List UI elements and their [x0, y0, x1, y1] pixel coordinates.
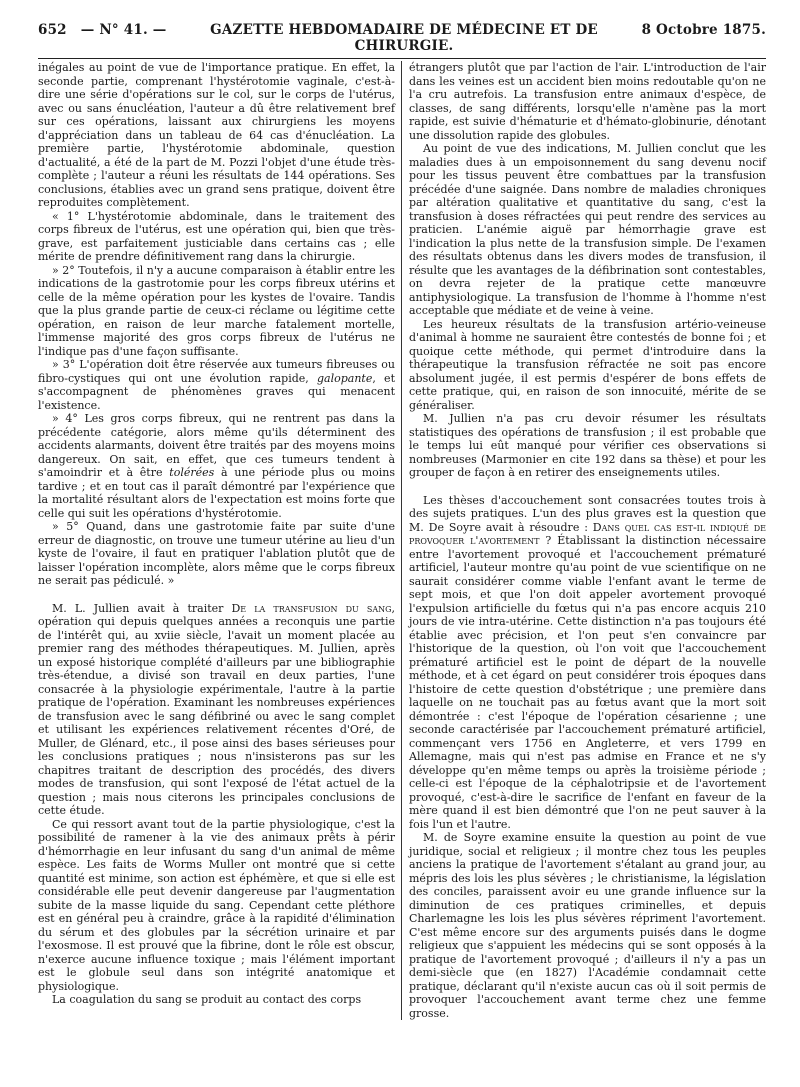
paragraph: Les heureux résultats de la transfusion artério-veineuse d'animal à homme ne sauraient être contestés de bonne foi ; et quoique cette méthode, qui permet d'introduire dans la thérapeutique la transfusion réfractée ne soit pas encore absolument jugée, il est permis d'espérer de bons effets de cette pratique, qui, en raison de son innocuité, mérite de se généraliser. [409, 317, 766, 412]
paragraph: inégales au point de vue de l'importance pratique. En effet, la seconde partie, comprenant l'hystérotomie vaginale, c'est-à-dire une série d'opérations sur le col, sur le corps de l'utérus, avec ou sans énucléation, l'auteur a dû être relativement bref sur ces opérations, laissant aux chirurgiens les moyens d'appréciation dans un tableau de 64 cas d'énucléation. La première partie, l'hystérotomie abdominale, question d'actualité, a été de la part de M. Pozzi l'objet d'une étude très-complète ; l'auteur a réuni les résultats de 144 opérations. Ses conclusions, établies avec un grand sens pratique, doivent être reproduites complètement. [38, 61, 395, 209]
right-column [409, 61, 766, 1020]
paragraph: M. L. Jullien avait à traiter De la transfusion du sang, opération qui depuis quelques années a reconquis une partie de l'intérêt qui, au xviie siècle, l'avait un moment placée au premier rang des méthodes thérapeutiques. M. Jullien, après un exposé historique complété d'ailleurs par une bibliographie très-étendue, a divisé son travail en deux parties, l'une consacrée à la physiologie expérimentale, l'autre à la partie pratique de l'opération. Examinant les nombreuses expériences de transfusion avec le sang défibriné ou avec le sang complet et utilisant les expériences relativement récentes d'Oré, de Muller, de Glénard, etc., il pose ainsi des bases sérieuses pour les conclusions pratiques ; nous n'insisterons pas sur les chapitres traitant de description des procédés, des divers modes de transfusion, qui sont l'exposé de l'état actuel de la question ; mais nous citerons les principales conclusions de cette étude. [38, 601, 395, 817]
page-header [38, 22, 766, 59]
quote-paragraph: « 1° L'hystérotomie abdominale, dans le traitement des corps fibreux de l'utérus, est une opération qui, bien que très-grave, est parfaitement justiciable dans certains cas ; elle mérite de prendre définitivement rang dans la chirurgie. [38, 209, 395, 263]
paragraph: M. Jullien n'a pas cru devoir résumer les résultats statistiques des opérations de transfusion ; il est probable que le temps lui eût manqué pour vérifier ces observations si nombreuses (Marmonier en cite 192 dans sa thèse) et pour les grouper de façon à en retirer des enseignements utiles. [409, 412, 766, 479]
text-columns [38, 61, 766, 1020]
column-divider [401, 61, 402, 1020]
paragraph: Les thèses d'accouchement sont consacrées toutes trois à des sujets pratiques. L'un des plus graves est la question que M. De Soyre avait à résoudre : Dans quel cas est-il indiqué de provoquer l'avortement ? Établissant la distinction nécessaire entre l'avortement provoqué et l'accouchement prématuré artificiel, l'auteur montre qu'au point de vue scientifique on ne saurait considérer comme viable l'enfant avant le terme de sept mois, et que l'on doit appeler avortement provoqué l'expulsion artificielle du fœtus qui n'a pas encore acquis 210 jours de vie intra-utérine. Cette distinction n'a pas toujours été établie avec précision, et l'on peut s'en convaincre par l'historique de la question, où l'on voit que l'accouchement prématuré artificiel est le point de départ de la nouvelle méthode, et à cet égard on peut considérer trois époques dans l'histoire de cette question d'obstétrique ; une première dans laquelle on ne touchait pas au fœtus avant que la mort soit démontrée : c'est l'époque de l'opération césarienne ; une seconde caractérisée par l'accouchement prématuré artificiel, commençant vers 1756 en Angleterre, et vers 1799 en Allemagne, mais qui n'est pas admise en France et ne s'y développe qu'en même temps ou après la troisième période ; celle-ci est l'époque de la céphalotripsie et de l'avortement provoqué, c'est-à-dire le sacrifice de l'enfant en faveur de la mère quand il est bien démontré que l'on ne peut sauver à la fois l'un et l'autre. [409, 493, 767, 831]
quote-paragraph: » 2° Toutefois, il n'y a aucune comparaison à établir entre les indications de la gastrotomie pour les corps fibreux utérins et celle de la même opération pour les kystes de l'ovaire. Tandis que la plus grande partie de ceux-ci réclame ou légitime cette opération, en raison de leur marche fatalement mortelle, l'immense majorité des gros corps fibreux de l'utérus ne l'indique pas d'une façon suffisante. [38, 263, 395, 358]
journal-title: GAZETTE HEBDOMADAIRE DE MÉDECINE ET DE CHIRURGIE. [210, 22, 598, 54]
issue-number: — N° 41. — [80, 22, 167, 38]
paragraph: Au point de vue des indications, M. Jullien conclut que les maladies dues à un empoisonnement du sang devenu nocif pour les tissus peuvent être combattues par la transfusion précédée d'une saignée. Dans nombre de maladies chroniques par altération qualitative et quantitative du sang, c'est la transfusion à doses réfractées qui peut rendre des services au praticien. L'anémie aiguë par hémorrhagie grave est l'indication la plus nette de la transfusion simple. De l'examen des résultats obtenus dans les divers modes de transfusion, il résulte que les avantages de la défibrination sont contestables, on devra rejeter de la pratique cette manœuvre antiphysiologique. La transfusion de l'homme à l'homme n'est acceptable que médiate et de veine à veine. [409, 142, 766, 317]
paragraph: La coagulation du sang se produit au contact des corps [52, 993, 362, 1006]
paragraph: M. de Soyre examine ensuite la question au point de vue juridique, social et religieux ; il montre chez tous les peuples anciens la pratique de l'avortement s'étalant au grand jour, au mépris des lois les plus sévères ; le christianisme, la législation des conciles, paraissent avoir eu une grande influence sur la diminution de ces pratiques criminelles, et depuis Charlemagne les lois les plus sévères répriment l'avortement. C'est même encore sur des arguments puisés dans le dogme religieux que s'appuient les médecins qui se sont opposés à la pratique de l'avortement provoqué ; d'ailleurs il n'y a pas un demi-siècle que (en 1827) l'Académie condamnait cette pratique, déclarant qu'il n'existe aucun cas où il soit permis de provoquer l'accouchement avant terme chez une femme grosse. [409, 831, 766, 1020]
quote-paragraph: » 5° Quand, dans une gastrotomie faite par suite d'une erreur de diagnostic, on trouve une tumeur utérine au lieu d'un kyste de l'ovaire, il faut en pratiquer l'ablation plutôt que de laisser l'opération incomplète, alors même que le corps fibreux ne serait pas pédiculé. » [38, 520, 395, 587]
paragraph: Ce qui ressort avant tout de la partie physiologique, c'est la possibilité de ramener à la vie des animaux prêts à périr d'hémorrhagie en leur infusant du sang d'un animal de même espèce. Les faits de Worms Muller ont montré que si cette quantité est minime, son action est éphémère, et que si elle est considérable elle peut devenir dangereuse par l'augmentation subite de la masse liquide du sang. Cependant cette pléthore est en général peu à craindre, grâce à la rapidité d'élimination du sérum et des globules par la sécrétion urinaire et par l'exosmose. Il est prouvé que la fibrine, dont le rôle est obscur, n'exerce aucune influence toxique ; mais l'élément important est le globule seul dans son intégrité anatomique et physiologique. [38, 817, 395, 993]
issue-date: 8 Octobre 1875. [641, 22, 766, 38]
paragraph: étrangers plutôt que par l'action de l'air. L'introduction de l'air dans les veines est un accident bien moins redoutable qu'on ne l'a cru autrefois. La transfusion entre animaux d'espèce, de classes, de sang différents, lorsqu'elle n'amène pas la mort rapide, est suivie d'hématurie et d'hémato-globinurie, dénotant une dissolution rapide des globules. [409, 61, 766, 142]
quote-paragraph: » 3° L'opération doit être réservée aux tumeurs fibreuses ou fibro-cystiques qui ont une évolution rapide, galopante, et s'accompagnent de phénomènes graves qui menacent l'existence. [38, 358, 395, 412]
page-number: 652 [38, 22, 67, 38]
quote-paragraph: » 4° Les gros corps fibreux, qui ne rentrent pas dans la précédente catégorie, alors même qu'ils déterminent des accidents alarmants, doivent être traités par des moyens moins dangereux. On sait, en effet, que ces tumeurs tendent à s'amoindrir et à être tolérées à une période plus ou moins tardive ; et en tout cas il paraît démontré par l'expérience que la mortalité résultant alors de l'expectation est moins forte que celle qui suit les opérations d'hystérotomie. [38, 412, 396, 520]
left-column [38, 61, 395, 1020]
